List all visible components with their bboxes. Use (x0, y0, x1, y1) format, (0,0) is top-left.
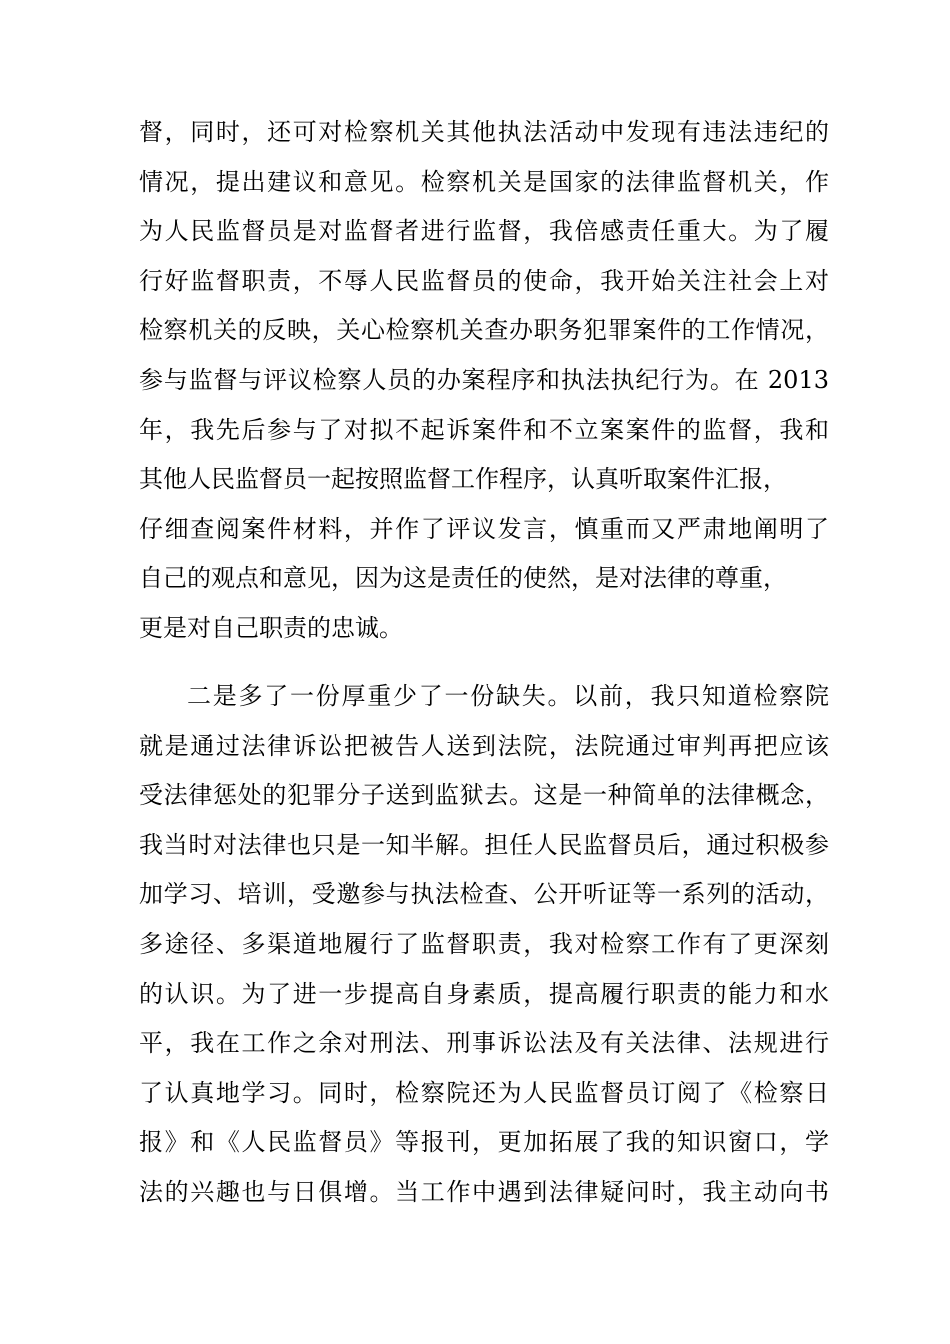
paragraph-line: 报》和《人民监督员》等报刊，更加拓展了我的知识窗口，学 (139, 1128, 829, 1157)
paragraph-line: 仔细查阅案件材料，并作了评议发言，慎重而又严肃地阐明了 (139, 514, 829, 543)
paragraph-line: 了认真地学习。同时，检察院还为人民监督员订阅了《检察日 (139, 1078, 829, 1107)
paragraph-line: 自己的观点和意见，因为这是责任的使然，是对法律的尊重， (139, 564, 787, 593)
paragraph-line: 就是通过法律诉讼把被告人送到法院，法院通过审判再把应该 (139, 731, 829, 760)
paragraph-line: 更是对自己职责的忠诚。 (139, 613, 403, 642)
paragraph-line: 二是多了一份厚重少了一份缺失。以前，我只知道检察院 (187, 682, 829, 710)
paragraph-line: 平，我在工作之余对刑法、刑事诉讼法及有关法律、法规进行 (139, 1029, 829, 1058)
paragraph-line: 行好监督职责，不辱人民监督员的使命，我开始关注社会上对 (139, 266, 829, 295)
paragraph-line: 的认识。为了进一步提高自身素质，提高履行职责的能力和水 (139, 979, 829, 1008)
paragraph-line: 情况，提出建议和意见。检察机关是国家的法律监督机关，作 (139, 167, 829, 196)
paragraph-line: 参与监督与评议检察人员的办案程序和执法执纪行为。在 2013 (139, 365, 829, 394)
paragraph-line: 检察机关的反映，关心检察机关查办职务犯罪案件的工作情况， (139, 316, 829, 345)
paragraph-2 (139, 672, 829, 1218)
paragraph-line: 为人民监督员是对监督者进行监督，我倍感责任重大。为了履 (139, 217, 829, 246)
paragraph-line: 多途径、多渠道地履行了监督职责，我对检察工作有了更深刻 (139, 929, 829, 958)
paragraph-line: 加学习、培训，受邀参与执法检查、公开听证等一系列的活动， (139, 880, 829, 909)
paragraph-line: 法的兴趣也与日俱增。当工作中遇到法律疑问时，我主动向书 (139, 1177, 829, 1206)
paragraph-line: 其他人民监督员一起按照监督工作程序，认真听取案件汇报， (139, 465, 787, 494)
paragraph-line: 督，同时，还可对检察机关其他执法活动中发现有违法违纪的 (139, 118, 829, 146)
paragraph-line: 我当时对法律也只是一知半解。担任人民监督员后，通过积极参 (139, 830, 829, 859)
paragraph-line: 受法律惩处的犯罪分子送到监狱去。这是一种简单的法律概念， (139, 781, 829, 810)
paragraph-1 (139, 108, 829, 654)
paragraph-line: 年，我先后参与了对拟不起诉案件和不立案案件的监督，我和 (139, 415, 829, 444)
